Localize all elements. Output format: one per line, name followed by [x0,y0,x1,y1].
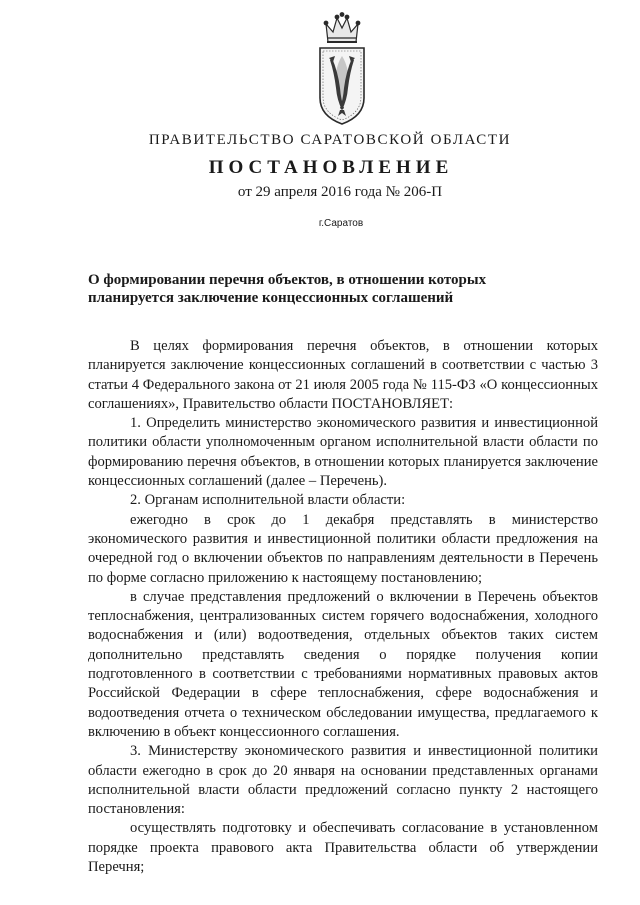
document-city: г.Саратов [318,218,364,229]
body-paragraph: осуществлять подготовку и обеспечивать согласование в установленном порядке проекта правового акта Правительства области об утверждении Перечня; [88,820,598,876]
body-paragraph: в случае представления предложений о включении в Перечень объектов теплоснабжения, централизованных систем горячего водоснабжения, холодного водоснабжения и (или) водоотведения, отдельных объектов таких систем дополнительно представлять сведения о порядке получения копии подготовленного в соответствии с требованиями нормативных правовых актов Российской Федерации в сфере теплоснабжения, сфере водоснабжения и водоотведения отчета о техническом обследовании имущества, предлагаемого к включению в объект концессионного соглашения. [88,588,598,740]
subject-line: О формировании перечня объектов, в отношении которых [88,272,487,288]
document-body [88,337,598,877]
body-paragraph: 2. Органам исполнительной власти области: [130,492,406,509]
saratov-coat-of-arms-icon [312,12,372,128]
document-subject [88,271,528,307]
subject-line: планируется заключение концессионных соглашений [88,290,454,306]
government-title: ПРАВИТЕЛЬСТВО САРАТОВСКОЙ ОБЛАСТИ [148,132,512,148]
document-date-number: от 29 апреля 2016 года № 206-П [237,184,443,200]
document-type: ПОСТАНОВЛЕНИЕ [208,157,454,178]
body-paragraph: 3. Министерству экономического развития и инвестиционной политики области ежегодно в срок до 20 января на основании представленных органами исполнительной власти области предложений согласно пункту 2 настоящего постановления: [88,743,598,818]
body-paragraph: 1. Определить министерство экономического развития и инвестиционной политики области уполномоченным органом исполнительной власти области по формированию перечня объектов, в отношении которых планируется заключение концессионных соглашений (далее – Перечень). [88,415,598,490]
body-paragraph: В целях формирования перечня объектов, в отношении которых планируется заключение концессионных соглашений в соответствии с частью 3 статьи 4 Федерального закона от 21 июля 2005 года № 115-ФЗ «О концессионных соглашениях», Правительство области ПОСТАНОВЛЯЕТ: [88,338,598,412]
body-paragraph: ежегодно в срок до 1 декабря представлять в министерство экономического развития и инвестиционной политики области предложения на очередной год о включении объектов по направлениям деятельности в Перечень по форме согласно приложению к настоящему постановлению; [88,511,598,586]
